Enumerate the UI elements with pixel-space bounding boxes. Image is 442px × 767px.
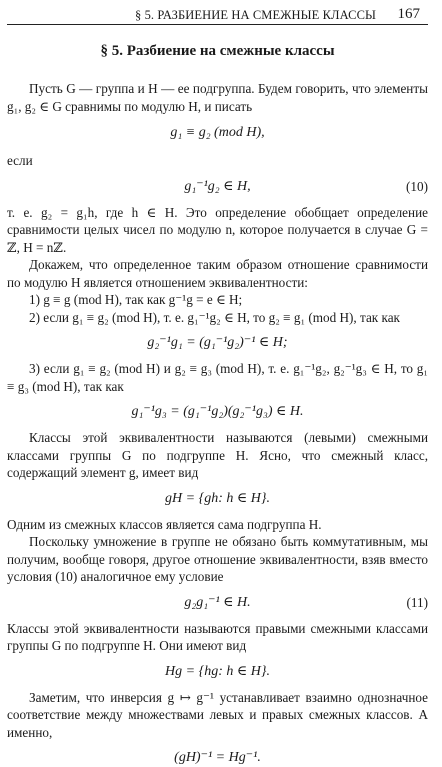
- formula-11-text: g₂g₁⁻¹ ∈ H.: [184, 594, 251, 610]
- formula-gH-text: gH = {gh: h ∈ H}.: [165, 490, 270, 506]
- formula-congruence-text: g₁ ≡ g₂ (mod H),: [170, 125, 265, 140]
- paragraph-generalization: т. е. g₂ = g₁h, где h ∈ H. Это определение обобщает определение сравнимости целых чисел по модулю n, которое получается в случае G = ℤ, H = nℤ.: [7, 204, 428, 255]
- formula-item-2: [7, 334, 428, 352]
- paragraph-proof-intro: Докажем, что определенное таким образом отношение сравнимости по модулю H является отношением эквивалентности:: [7, 257, 428, 290]
- formula-gH: [7, 490, 428, 508]
- section-title: § 5. Разбиение на смежные классы: [100, 43, 335, 59]
- paragraph-right-cosets: Классы этой эквивалентности называются правыми смежными классами группы G по подгруппе H. Они имеют вид: [7, 620, 428, 653]
- equation-number-11: (11): [406, 594, 428, 610]
- formula-item-3-text: g₁⁻¹g₃ = (g₁⁻¹g₂)(g₂⁻¹g₃) ∈ H.: [131, 404, 304, 419]
- formula-11: [7, 594, 428, 612]
- formula-item-3: [7, 403, 428, 421]
- paragraph-inversion: Заметим, что инверсия g ↦ g⁻¹ устанавливает взаимно однозначное соответствие между множествами левых и правых смежных классов. А именно,: [7, 689, 428, 740]
- word-esli: если: [7, 153, 33, 168]
- page-number: 167: [397, 6, 420, 22]
- formula-congruence: [7, 124, 428, 142]
- running-head: [7, 3, 428, 25]
- paragraph-noncommutative: Поскольку умножение в группе не обязано быть коммутативным, мы получим, вообще говоря, другое отношение эквивалентности, взяв вместо условия (10) аналогичное ему условие: [7, 534, 428, 584]
- formula-inverse-coset-text: (gH)⁻¹ = Hg⁻¹.: [174, 750, 261, 765]
- formula-10-text: g₁⁻¹g₂ ∈ H,: [184, 178, 251, 194]
- formula-10: [7, 178, 428, 196]
- header-rule: [7, 24, 428, 25]
- formula-Hg-text: Hg = {hg: h ∈ H}.: [165, 663, 270, 679]
- proof-item-1: 1) g ≡ g (mod H), так как g⁻¹g = e ∈ H;: [29, 292, 243, 307]
- formula-inverse-coset: [7, 749, 428, 767]
- formula-item-2-text: g₂⁻¹g₁ = (g₁⁻¹g₂)⁻¹ ∈ H;: [147, 335, 288, 350]
- formula-Hg: [7, 663, 428, 681]
- paragraph-definition: Пусть G — группа и H — ее подгруппа. Будем говорить, что элементы g₁, g₂ ∈ G сравнимы по модулю H, и писать: [7, 81, 428, 114]
- running-head-title: § 5. РАЗБИЕНИЕ НА СМЕЖНЫЕ КЛАССЫ: [135, 8, 377, 22]
- paragraph-left-cosets: Классы этой эквивалентности называются (левыми) смежными классами группы G по подгруппе H. Ясно, что смежный класс, содержащий элемент g, имеет вид: [7, 430, 428, 480]
- equation-number-10: (10): [406, 178, 428, 194]
- proof-item-3: 3) если g₁ ≡ g₂ (mod H) и g₂ ≡ g₃ (mod H), т. е. g₁⁻¹g₂, g₂⁻¹g₃ ∈ H, то g₁ ≡ g₃ (mod H), так как: [7, 361, 428, 394]
- proof-item-2: 2) если g₁ ≡ g₂ (mod H), т. е. g₁⁻¹g₂ ∈ H, то g₂ ≡ g₁ (mod H), так как: [29, 309, 400, 325]
- paragraph-subgroup-coset: Одним из смежных классов является сама подгруппа H.: [7, 516, 322, 532]
